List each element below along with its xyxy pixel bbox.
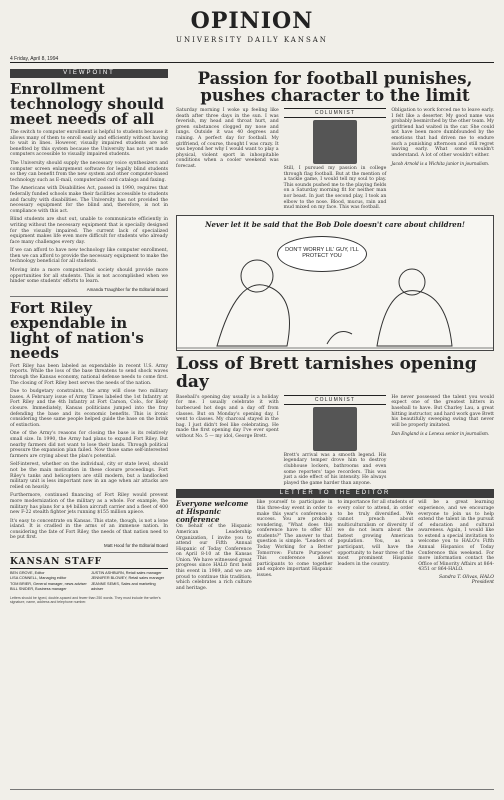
staff-entry: LISA CONNELL, Managing editor [10, 576, 67, 581]
footer-rule [10, 789, 494, 790]
viewpoint-section [10, 69, 168, 292]
viewpoint-label: VIEWPOINT [10, 69, 168, 78]
staff-column [10, 571, 87, 593]
football-tagline: Jacob Arnold is a Wichita junior in journalism. [391, 161, 490, 167]
letter-title: Everyone welcome at Hispanic conference [176, 499, 249, 525]
football-text: Saturday morning I woke up feeling like death after three days in the sun. I was feverish, my head and throat hurt, and green substances clogged my nose and lungs. Outside it was 40 degrees and raining. A perfect day for football. My girlfriend, of course, thought I was crazy. It was beyond her why I would want to play a physical, violent sport in inhospitable conditions when a cooler weekend was forecast. [176, 108, 279, 169]
viewpoint-paragraph: Blind students are shut out, unable to communicate efficiently in writing without the necessary equipment that is specially designed for the visually impaired. The current lack of specialized equipment makes life even more difficult for students who already face many challenges every day. [10, 217, 168, 245]
brett-text: Brett's arrival was a smooth legend. His legendary temper drove him to destroy clubhouse lockers, bathrooms and even some reporters' tape recorders. This was just a side effect of his intensity. He always played the game harder than anyone. [283, 452, 387, 486]
kansan-staff-box [10, 557, 168, 604]
letter-text: to importance for all students of every color to attend, in order to be truly diversified. We cannot preach about multiculturalism or diversity if we do not learn about the fastest growing American population. You, as a participant, will have the opportunity to hear three of the most prominent Hispanic leaders in the country. [337, 500, 414, 567]
staff-column [91, 571, 168, 593]
staff-entry: TOM BRIER, General manager, news adviser [10, 581, 87, 586]
left-column [10, 66, 168, 786]
section-title: OPINION [190, 8, 314, 34]
football-column [176, 70, 494, 211]
letter-signature: Sandra T. Olivas, HALO President [439, 575, 494, 586]
staff-entry: JEANNE SEMIS, Sales and marketing adviser [91, 581, 156, 592]
fort-riley-headline: Fort Riley expendable in light of nation's needs [10, 298, 144, 362]
cartoon-caption: Never let it be said that the Bob Dole doesn't care about children! [205, 219, 465, 229]
viewpoint-paragraph: The Americans with Disabilities Act, passed in 1990, requires that federally funded schools make their facilities accessible to students and faculty with disabilities. The University has not provided the necessary equipment for the blind and, therefore, is not in compliance with this act. [10, 186, 168, 214]
cartoon-speech-bubble: DON'T WORRY LIL' GUY, I'LL PROTECT YOU [277, 236, 367, 272]
page-info: 4 Friday, April 8, 1994 [10, 56, 59, 62]
letter-text: like yourself to participate in this three-day event in order to make this year's conference a success. You are probably wondering, "What does this conference have to offer KU students?" The answer to that question is simple. "Leaders of Today Working for a Better Tomorrow: Future Purposes" This conference allows participants to come together and explore important Hispanic issues. [256, 500, 333, 579]
viewpoint-paragraph: The University should supply the necessary voice synthesizers and computer screen enlargement software for legally blind students so they can benefit from the new system and other computer-based technology such as E-mail, computerized card catalogs and faxing. [10, 160, 168, 183]
staff-entry: JUSTIN ASHBURN, Retail sales manager [91, 571, 162, 576]
masthead [0, 0, 504, 66]
football-headline: Passion for football punishes, pushes character to the limit [197, 69, 473, 105]
fort-riley-paragraph: Due to budgetary constraints, the army will close two military bases. A February issue of Army Times labeled the 1st Infantry at Fort Riley and the 4th Infantry at Fort Carson, Colo., for likely closure. Immediately, Kansas politicians jumped into the fray defending the base and its economic benefits. This is ironic considering these same people helped guide the base on the brink of extinction. [10, 389, 168, 428]
staff-entry: BEN GROVE, Editor [10, 571, 45, 576]
divider [10, 296, 168, 297]
brett-column [176, 355, 494, 487]
editorial-cartoon [176, 215, 494, 351]
columnist-label: COLUMNIST [284, 395, 387, 405]
viewpoint-byline: Amanda Traughber for the Editorial Board [86, 286, 168, 292]
columnist-label: COLUMNIST [284, 108, 387, 118]
letter-text: will be a great learning experience, and we encourage everyone to join us to help extend the talent in the pursuit of education and cultural awareness. Again, I would like to extend a special invitation to welcome you to HALO's Fifth Annual Hispanics of Today Conference this weekend. For more information contact the Office of Minority Affairs at 864-4351 or 864-HALO. [418, 500, 494, 573]
brett-text: He never possessed the talent you would expect one of the greatest hitters in baseball to have. But Charley Lau, a great hitting instructor, and hard work gave Brett his beautifully sweeping swing that never will be properly imitated. [391, 394, 494, 428]
letter-label: LETTER TO THE EDITOR [176, 489, 494, 498]
viewpoint-paragraph: The switch to computer enrollment is helpful to students because it allows many of them to enroll easily and efficiently without having to wait in lines. However, visually impaired students are not benefited by this system because the University has not yet made computers accessible to visually impaired students. [10, 130, 168, 158]
columnist-photo [313, 407, 357, 451]
fort-riley-paragraph: One of the Army's reasons for closing the base is its relatively small size. In 1990, the Army had plans to expand Fort Riley. But nearby farmers did not want to lose their lands. Through political pressure the expansion plan failed. Now those same self-interested farmers are crying about the plan's potential. [10, 431, 168, 459]
fort-riley-section [10, 298, 168, 549]
viewpoint-headline: Enrollment technology should meet needs of all [10, 80, 164, 128]
football-text: Still, I pursued my passion in college through flag football. But at the mention of a tackle game, I would tell my soul to play. This sounds pushed me to the playing fields on a Saturday morning fit for neither man nor beast. In just the second play, I took an elbow to the nose. Blood, mucus, rain and mud mixed on my face. This was football. [283, 166, 387, 211]
columnist-photo [313, 120, 357, 164]
staff-title: KANSAN STAFF [10, 557, 168, 569]
viewpoint-paragraph: If we can afford to have new technology like computer enrollment, then we can afford to provide the necessary equipment to make the technology beneficial for all students. [10, 248, 168, 265]
fort-riley-paragraph: Furthermore, continued financing of Fort Riley would prevent more modernization of the military as a whole. For example, the military has plans for a $4 billion aircraft carrier and a fleet of 400 new F-22 stealth fighter jets running $155 million apiece. [10, 493, 168, 516]
right-column [176, 66, 494, 786]
divider [10, 552, 168, 553]
fort-riley-paragraph: Self-interest, whether on the individual, city or state level, should not be the main motivation in these closure proceedings. Fort Riley's tanks and helicopters are still modern, but a landlocked military unit is less important now in an age when air attacks are relied on heavily. [10, 462, 168, 490]
letter-section [176, 489, 494, 591]
letter-text: On behalf of the Hispanic American Leadership Organization, I invite you to attend our Fifth Annual Hispanic of Today Conference on April 8-10 at the Kansas Union. We have witnessed great progress since HALO first held this event in 1989, and we are proud to continue this tradition, which celebrates a rich culture and heritage. [176, 524, 252, 591]
fort-riley-byline: Matt Hood for the Editorial Board [104, 543, 168, 549]
masthead-rule [10, 62, 494, 63]
newspaper-name: UNIVERSITY DAILY KANSAN [176, 36, 328, 44]
football-text: Obligation to work forced me to leave early. I felt like a deserter. My good name was probably besmirched by the other team. My girlfriend had waited in the car. She could not have been more dumbfounded by the emotions that had driven me to endure such a punishing afternoon and still regret leaving early. What some wouldn't understand. A lot of other wouldn't either. [391, 108, 494, 158]
fort-riley-paragraph: It's easy to concentrate on Kansas. This state, though, is not a lone island. It is cradled in the arms of an immense nation. In considering the fate of Fort Riley, the needs of that nation need to be put first. [10, 518, 168, 541]
brett-headline: Loss of Brett tarnishes opening day [176, 353, 477, 392]
staff-entry: JENNIFER BLOWEY, Retail sales manager [91, 576, 165, 581]
brett-text: Baseball's opening day usually is a holiday for me. I usually celebrate it with barbecued hot dogs and a day off from classes. But on Monday's opening day, I went to classes. My charcoal stayed in the bag. I just didn't feel like celebrating. He made the first opening day I've ever spent without No. 5 — my idol, George Brett. [176, 394, 279, 439]
staff-fine-print: Letters should be typed, double-spaced and fewer than 250 words. They must include the writer's signature, name, address and telephone number. [10, 595, 161, 604]
viewpoint-paragraph: Moving into a more computerized society should provide more opportunities for all students. This is not accomplished when we hinder some students' efforts to learn. [10, 268, 168, 285]
fort-riley-paragraph: Fort Riley has been labeled as expendable in recent U.S. Army reports. While the loss of the base threatens to send shock waves through the Kansas economy, national defense needs to come first. The closing of Fort Riley best serves the needs of the nation. [10, 363, 168, 386]
staff-entry: BILL SNIDER, Business manager [10, 587, 67, 592]
brett-tagline: Dan England is a Lenexa senior in journalism. [391, 431, 490, 437]
